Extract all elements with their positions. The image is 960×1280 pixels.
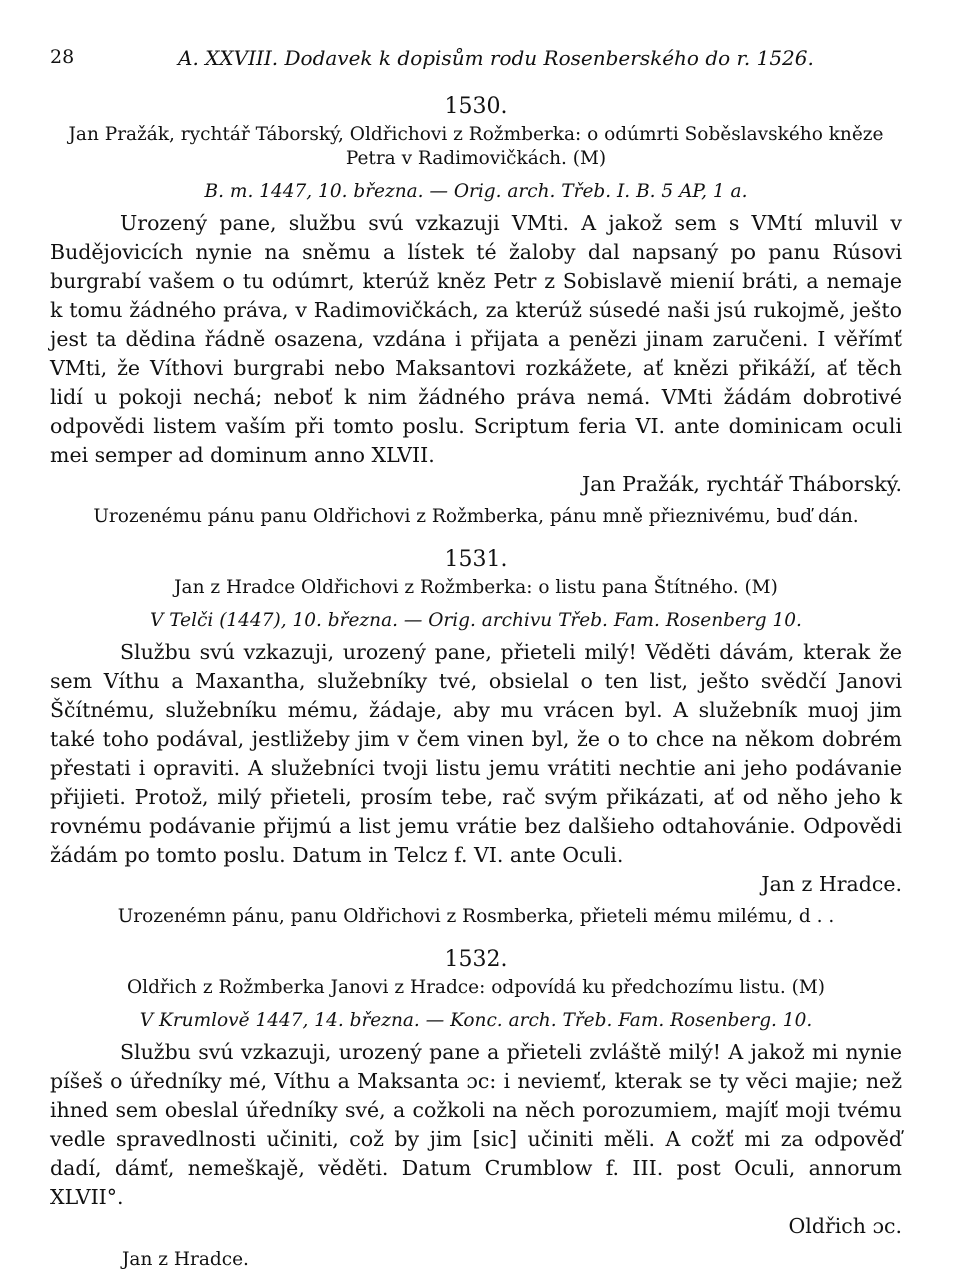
running-title: A. XXVIII. Dodavek k dopisům rodu Rosenberského do r. 1526.	[178, 46, 814, 70]
letter-closing: Jan Pražák, rychtář Tháborský.	[582, 472, 902, 496]
letter-body	[50, 209, 902, 470]
letter-address: Urozenému pánu panu Oldřichovi z Rožmberka, pánu mně přieznivému, buď dán.	[93, 506, 859, 527]
letter-address: Urozenémn pánu, panu Oldřichovi z Rosmberka, přieteli mému milému, d . .	[117, 906, 835, 927]
page	[50, 40, 902, 1274]
letter-source: V Telči (1447), 10. března. — Orig. archivu Třeb. Fam. Rosenberg 10.	[150, 610, 802, 631]
letter-address: Jan z Hradce.	[122, 1249, 249, 1270]
letter-text: Urozený pane, službu svú vzkazuji VMti. A jakož sem s VMtí mluvil v Budějovicích nynie na sněmu a lístek té žaloby dal napsaný po panu Rúsovi burgrabí vašem o tu odúmrt, kterúž kněz Petr z Sobislavě mienií bráti, a nemaje k tomu žádného práva, v Radimovičkách, za kterúž súsedé naši jsú rukojmě, ješto jest ta dědina řádně osazena, vzdána i přijata a penězi jinam zaručeni. I věřímť VMti, že Víthovi burgrabi nebo Maksantovi rozkážete, ať knězi přikáží, ať těch lidí u pokoji nechá; neboť k nim žádného práva nemá. VMti žádám dobrotivé odpovědi listem vaším při tomto poslu. Scriptum feria VI. ante dominicam oculi mei semper ad dominum anno XLVII.	[50, 211, 902, 467]
letter-heading: Oldřich z Rožmberka Janovi z Hradce: odpovídá ku předchozímu listu. (M)	[126, 977, 826, 998]
page-header	[50, 40, 902, 80]
letter-source: V Krumlově 1447, 14. března. — Konc. arch. Třeb. Fam. Rosenberg. 10.	[139, 1010, 813, 1031]
letter-number: 1531.	[444, 547, 508, 572]
letter-number: 1532.	[444, 947, 508, 972]
letter-heading: Jan Pražák, rychtář Táborský, Oldřichovi z Rožmberka: o odúmrti Soběslavského kněze Petra v Radimovičkách. (M)	[68, 124, 884, 169]
letter-body	[50, 638, 902, 870]
letter-source: B. m. 1447, 10. března. — Orig. arch. Třeb. I. B. 5 AP, 1 a.	[204, 181, 748, 202]
letter-closing: Jan z Hradce.	[761, 872, 902, 896]
letter-closing: Oldřich ɔc.	[788, 1214, 902, 1238]
letter-body	[50, 1038, 902, 1212]
letter-number: 1530.	[444, 94, 508, 119]
page-number: 28	[50, 46, 75, 68]
letter-heading: Jan z Hradce Oldřichovi z Rožmberka: o listu pana Štítného. (M)	[174, 577, 778, 598]
letter-1531	[50, 547, 902, 931]
letter-1530	[50, 94, 902, 531]
letter-text: Službu svú vzkazuji, urozený pane, přieteli milý! Věděti dávám, kterak že sem Víthu a Maxantha, služebníky tvé, obsielal o ten list, ješto svědčí Janovi Ščítnému, služebníku mému, žádaje, aby mu vrácen byl. A služebník muoj jim také toho podával, jestližeby jim v čem vinen byl, že o to chce na někom dobrém přestati i opraviti. A služebníci tvoji listu jemu vrátiti nechtie ani jeho podávanie přijieti. Protož, milý přieteli, prosím tebe, rač svým přikázati, ať od něho jeho k rovnému podávanie přijmú a list jemu vrátie bez dalšieho odtahovánie. Odpovědi žádám po tomto poslu. Datum in Telcz f. VI. ante Oculi.	[50, 640, 902, 867]
letter-text: Službu svú vzkazuji, urozený pane a přieteli zvláště milý! A jakož mi nynie píšeš o úředníky mé, Víthu a Maksanta ɔc: i neviemť, kterak se ty věci majie; než ihned sem obeslal úředníky své, a cožkoli na něch porozumiem, majíť moji tvému vedle spravedlnosti učiniti, což by jim [sic] učiniti měli. A cožť mi za odpověď dadí, dámť, nemeškajě, věděti. Datum Crumblow f. III. post Oculi, annorum XLVII°.	[50, 1040, 902, 1209]
letter-1532	[50, 947, 902, 1274]
